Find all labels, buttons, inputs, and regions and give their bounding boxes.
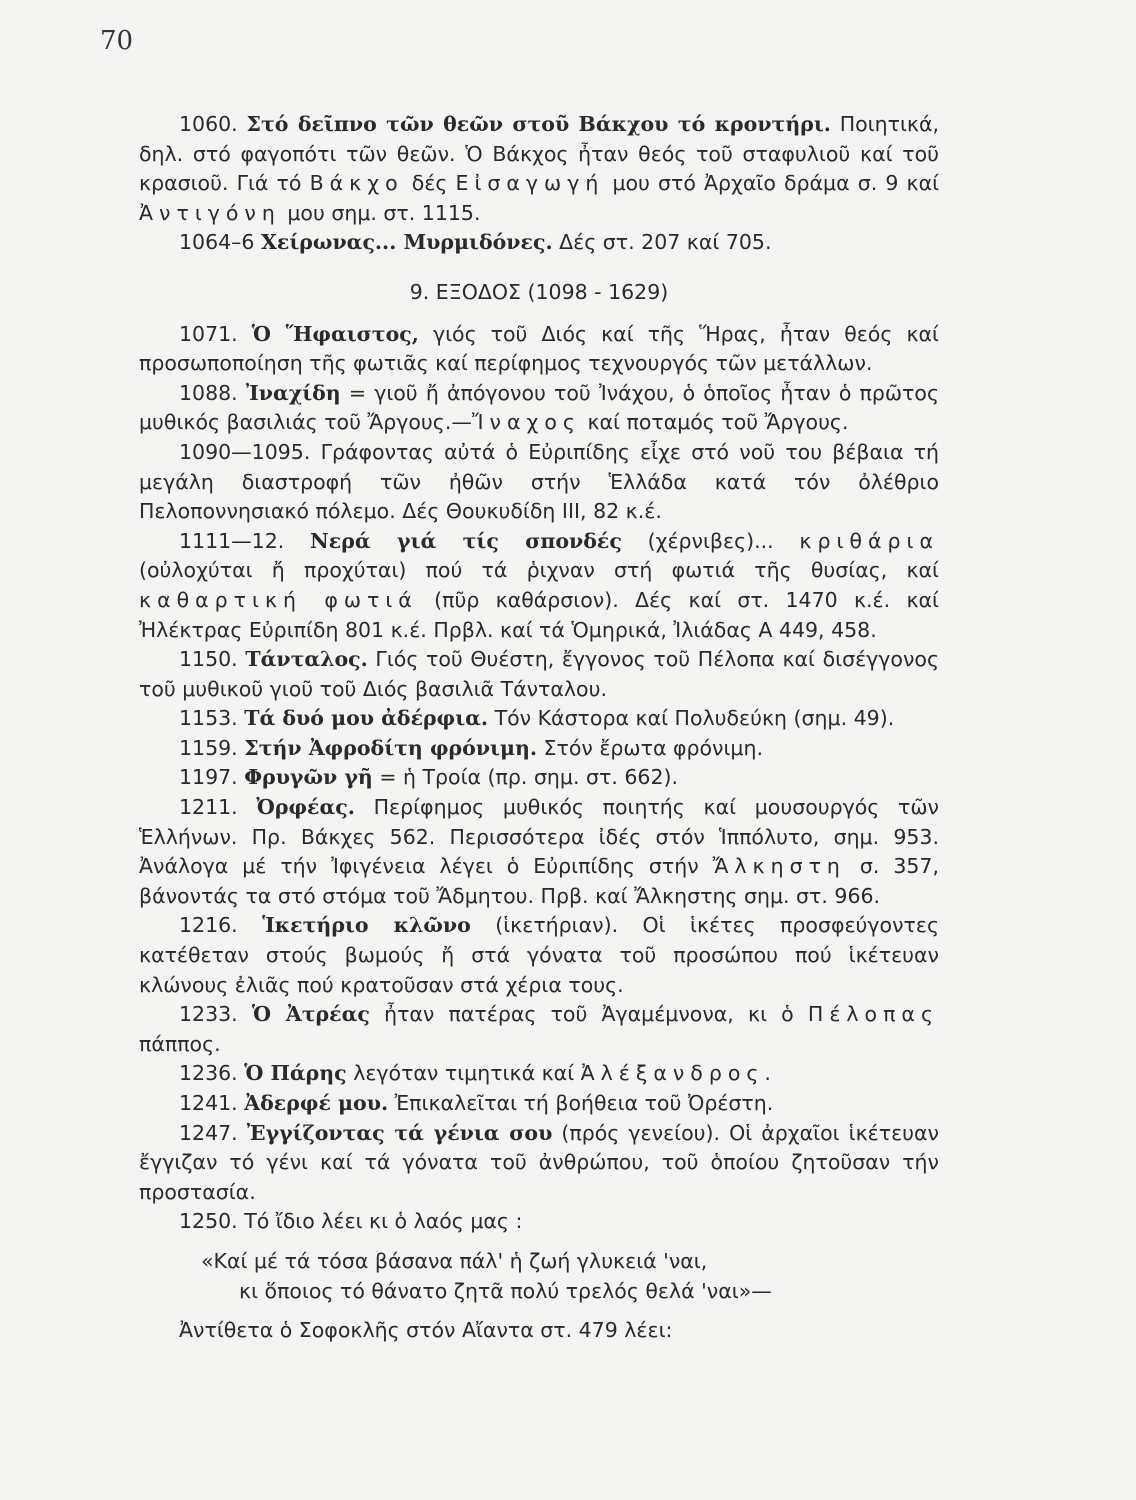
note-line-ref: 1211. bbox=[179, 795, 238, 820]
verse-line-1: «Καί μέ τά τόσα βάσανα πάλ' ἡ ζωή γλυκειά 'ναι, bbox=[201, 1248, 708, 1273]
spaced-name: Βάκχο bbox=[309, 171, 404, 196]
note-text: (πῦρ καθάρσιον). Δές καί στ. 1470 κ.έ. καί Ἠλέκτρας Εὐριπίδη 801 κ.έ. Πρβλ. καί τά Ὁμηρικά, Ἰλιάδας Α 449, 458. bbox=[139, 587, 939, 642]
note-entry bbox=[139, 438, 939, 527]
note-line-ref: 1241. bbox=[179, 1091, 238, 1115]
spaced-name: Ἀντιγόνη bbox=[139, 200, 281, 225]
note-entry bbox=[139, 379, 939, 438]
note-entry bbox=[139, 763, 939, 793]
page-number: 70 bbox=[100, 26, 134, 56]
note-text: Ποιητικά, δηλ. στό φαγοπότι τῶν θεῶν. Ὁ Βάκχος ἦταν θεός τοῦ σταφυλιοῦ καί τοῦ κρασιοῦ. Γιά τό bbox=[139, 112, 939, 196]
note-text: (χέρνιβες)... bbox=[621, 528, 800, 553]
note-entry bbox=[139, 110, 939, 228]
note-line-ref: 1064–6 bbox=[179, 230, 255, 255]
spaced-name: Ἄλκηστη bbox=[712, 854, 846, 879]
spaced-name: κριθάρια bbox=[799, 528, 939, 553]
note-lemma: Ἀδερφέ μου. bbox=[244, 1091, 389, 1115]
note-lemma: Φρυγῶν γῆ bbox=[244, 765, 373, 790]
notes-block-before-section bbox=[139, 110, 939, 258]
note-entry bbox=[139, 645, 939, 704]
note-text: σ. 357, βάνοντάς τα στό στόμα τοῦ Ἄδμητου. Πρβ. καί Ἄλκηστης σημ. στ. 966. bbox=[139, 854, 939, 908]
note-line-ref: 1236. bbox=[179, 1061, 238, 1086]
notes-body bbox=[139, 110, 939, 1346]
note-lemma: Ὁ Πάρης bbox=[244, 1061, 347, 1086]
note-text: (πρός γενείου). Οἱ ἀρχαῖοι ἱκέτευαν ἔγγιζαν τό γένι καί τά γόνατα τοῦ ἀνθρώπου, τοῦ ὁποίου ζητοῦσαν τήν προστασία. bbox=[139, 1120, 939, 1204]
note-entry bbox=[139, 320, 939, 379]
note-text: (οὐλοχύται ἤ προχύται) πού τά ῥιχναν στή φωτιά τῆς θυσίας, καί bbox=[139, 558, 939, 583]
note-entry bbox=[139, 1089, 939, 1119]
closing-line: Ἀντίθετα ὁ Σοφοκλῆς στόν Αἴαντα στ. 479 λέει: bbox=[179, 1318, 673, 1343]
note-line-ref: 1090—1095. bbox=[179, 439, 311, 464]
note-entry bbox=[139, 1059, 939, 1089]
note-text: Στόν ἔρωτα φρόνιμη. bbox=[537, 735, 763, 760]
note-entry bbox=[139, 734, 939, 764]
note-text: γιός τοῦ Διός καί τῆς Ἥρας, ἦταν θεός καί προσωποποίηση τῆς φωτιᾶς καί περίφημος τεχνουργός τῶν μετάλλων. bbox=[139, 321, 939, 376]
note-line-ref: 1088. bbox=[179, 380, 238, 405]
note-text: μου σημ. στ. 1115. bbox=[280, 200, 481, 225]
note-lemma: Τά δυό μου ἀδέρφια. bbox=[244, 706, 489, 731]
note-line-ref: 1150. bbox=[179, 647, 238, 672]
note-text: Περίφημος μυθικός ποιητής καί μουσουργός τῶν Ἑλλήνων. Πρ. Βάκχες 562. Περισσότερα ἰδές στόν Ἱππόλυτο, σημ. 953. Ἀνάλογα μέ τήν Ἰφιγένεια λέγει ὁ Εὐριπίδης στήν bbox=[139, 795, 939, 879]
note-entry bbox=[139, 1119, 939, 1208]
spaced-name: Ἀλέξανδρος. bbox=[580, 1061, 777, 1086]
note-lemma: Στήν Ἀφροδίτη φρόνιμη. bbox=[244, 735, 538, 760]
note-text: δές bbox=[403, 171, 456, 196]
note-text: ἦταν πατέρας τοῦ Ἀγαμέμνονα, κι ὁ bbox=[369, 1002, 808, 1027]
note-line-ref: 1060. bbox=[179, 112, 238, 136]
spaced-name: Πέλοπας bbox=[807, 1002, 939, 1027]
note-text: = ἡ Τροία (πρ. σημ. στ. 662). bbox=[372, 765, 679, 790]
note-line-ref: 1071. bbox=[179, 321, 238, 346]
notes-block-after-section bbox=[139, 320, 939, 1237]
note-lemma: Νερά γιά τίς σπονδές bbox=[310, 528, 622, 553]
note-lemma: Ἰναχίδη bbox=[245, 380, 341, 405]
note-lemma: Στό δεῖπνο τῶν θεῶν στοῦ Βάκχου τό κροντήρι. bbox=[246, 112, 831, 136]
note-text: Γιός τοῦ Θυέστη, ἔγγονος τοῦ Πέλοπα καί δισέγγονος τοῦ μυθικοῦ γιοῦ τοῦ Διός βασιλιᾶ Τάνταλου. bbox=[139, 647, 939, 701]
note-text: μου στό Ἀρχαῖο δράμα σ. 9 καί bbox=[604, 171, 940, 196]
note-lemma: Ὁ Ἥφαιστος, bbox=[251, 321, 419, 346]
note-line-ref: 1233. bbox=[179, 1002, 238, 1027]
spaced-name: Εἰσαγωγή bbox=[455, 171, 605, 196]
note-text: = γιοῦ ἤ ἀπόγονου τοῦ Ἰνάχου, ὁ ὁποῖος ἦταν ὁ πρῶτος μυθικός βασιλιάς τοῦ Ἄργους.— bbox=[139, 380, 939, 435]
note-text: καί ποταμός τοῦ Ἄργους. bbox=[580, 410, 849, 435]
note-text: Δές στ. 207 καί 705. bbox=[552, 230, 772, 255]
note-lemma: Ὁ Ἀτρέας bbox=[251, 1002, 370, 1027]
note-text: (ἱκετήριαν). Οἱ ἱκέτες προσφεύγοντες κατέθεταν στούς βωμούς ἤ στά γόνατα τοῦ προσώπου πού ἱκέτευαν κλώνους ἐλιᾶς πού κρατοῦσαν στά χέρια τους. bbox=[139, 913, 939, 997]
note-lemma: Ὀρφέας. bbox=[256, 795, 355, 820]
spaced-name: Ἴναχος bbox=[471, 410, 581, 435]
note-entry bbox=[139, 527, 939, 645]
note-text: Τόν Κάστορα καί Πολυδεύκη (σημ. 49). bbox=[488, 706, 895, 731]
note-entry bbox=[139, 704, 939, 734]
note-text: Ἐπικαλεῖται τή βοήθεια τοῦ Ὀρέστη. bbox=[388, 1091, 774, 1115]
note-line-ref: 1250. bbox=[179, 1209, 238, 1234]
note-entry bbox=[139, 1000, 939, 1059]
spaced-name: καθαρτική φωτιά bbox=[139, 587, 418, 612]
note-entry bbox=[139, 228, 939, 258]
note-text: Γράφοντας αὐτά ὁ Εὐριπίδης εἶχε στό νοῦ του βέβαια τή μεγάλη διαστροφή τῶν ἠθῶν στήν Ἑλλάδα κατά τόν ὀλέθριο Πελοποννησιακό πόλεμο. Δές Θουκυδίδη ΙΙΙ, 82 κ.έ. bbox=[139, 439, 939, 524]
verse-gap bbox=[139, 1237, 939, 1247]
note-entry bbox=[139, 911, 939, 1000]
note-line-ref: 1159. bbox=[179, 735, 238, 760]
note-lemma: Τάνταλος. bbox=[245, 647, 368, 672]
note-text: Τό ἴδιο λέει κι ὁ λαός μας : bbox=[244, 1209, 523, 1234]
note-lemma: Ἐγγίζοντας τά γένια σου bbox=[246, 1120, 553, 1145]
closing-gap bbox=[139, 1306, 939, 1316]
section-title: 9. ΕΞΟΔΟΣ (1098 - 1629) bbox=[409, 279, 669, 304]
note-line-ref: 1216. bbox=[179, 913, 238, 938]
verse-line-2: κι ὅποιος τό θάνατο ζητᾶ πολύ τρελός θελά 'ναι»— bbox=[239, 1278, 772, 1303]
note-lemma: Ἱκετήριο κλῶνο bbox=[262, 913, 471, 938]
note-line-ref: 1111—12. bbox=[179, 528, 285, 553]
note-line-ref: 1247. bbox=[179, 1120, 238, 1145]
note-entry bbox=[139, 793, 939, 911]
note-line-ref: 1153. bbox=[179, 706, 238, 731]
note-entry bbox=[139, 1207, 939, 1237]
note-lemma: Χείρωνας... Μυρμιδόνες. bbox=[261, 230, 553, 255]
note-text: πάππος. bbox=[139, 1031, 221, 1056]
note-text: λεγόταν τιμητικά καί bbox=[346, 1061, 581, 1086]
note-line-ref: 1197. bbox=[179, 765, 238, 790]
